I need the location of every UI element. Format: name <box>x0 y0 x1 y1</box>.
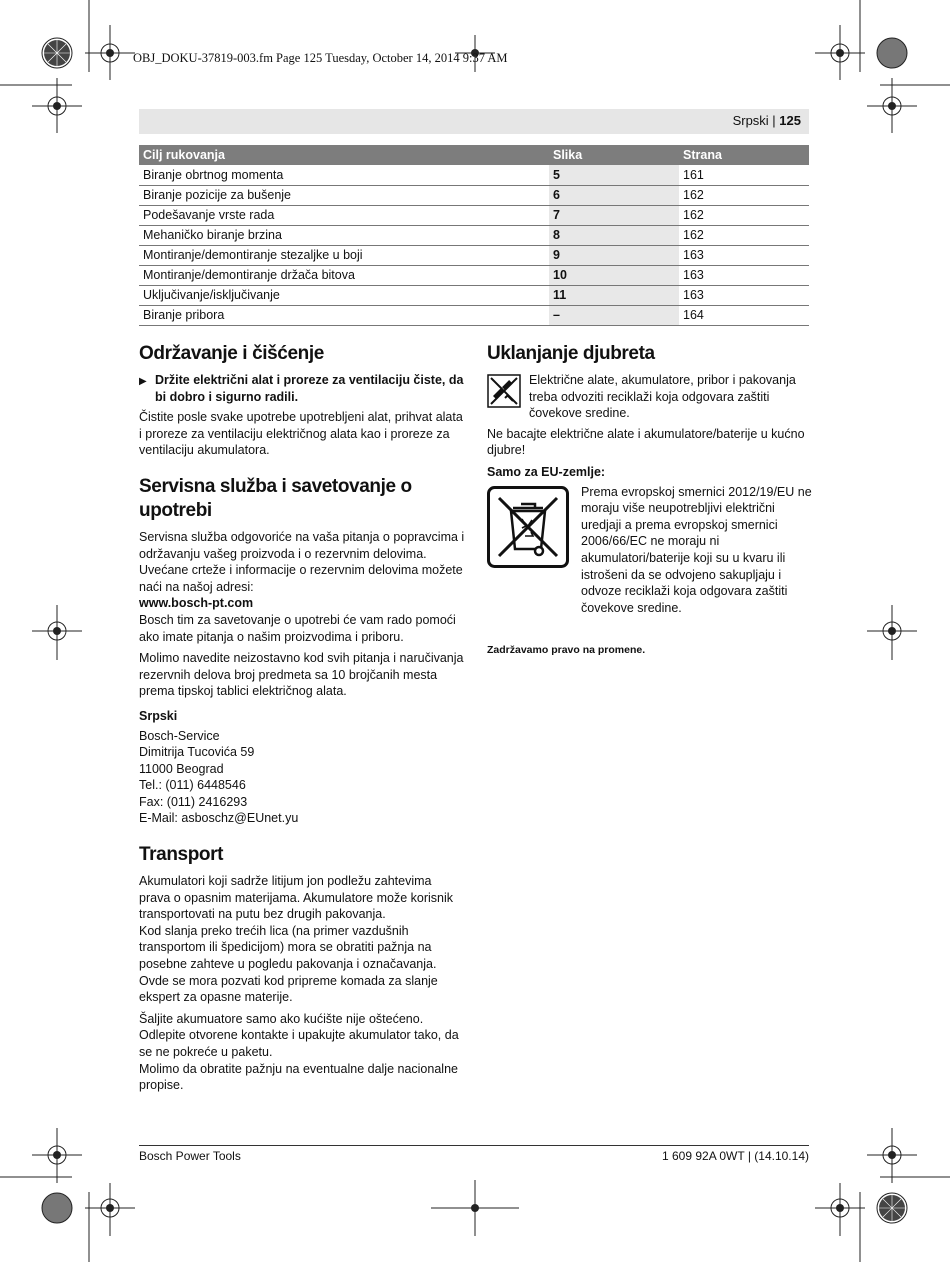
table-header-goal: Cilj rukovanja <box>139 145 549 165</box>
transport-paragraph-2: Kod slanja preko trećih lica (na primer vazdušnih transportom ili špedicijom) mora se obratiti pažnja na posebne zahteve u pogledu pakovanja i označavanja. Ovde se mora pozvati kod pripreme komada za slanje ekspert za opasne materije. <box>139 923 438 1005</box>
table-cell-goal: Montiranje/demontiranje držača bitova <box>139 265 549 285</box>
table-cell-figure: 10 <box>549 265 679 285</box>
table-cell-figure: 5 <box>549 165 679 185</box>
table-cell-figure: – <box>549 305 679 325</box>
table-cell-page: 161 <box>679 165 809 185</box>
table-row <box>139 185 809 205</box>
maintenance-bullet-text: Držite električni alat i proreze za ventilaciju čiste, da bi dobro i sigurno radili. <box>155 373 464 404</box>
address-line: Dimitrija Tucovića 59 <box>139 745 255 760</box>
table-row <box>139 265 809 285</box>
service-title: Servisna služba i savetovanje o upotrebi <box>139 475 412 521</box>
table-cell-goal: Biranje obrtnog momenta <box>139 165 549 185</box>
maintenance-text: Čistite posle svake upotrebe upotrebljeni alat, prihvat alata i proreze za ventilaciju električnog alata kao i proreze za ventilaciju akumulatora. <box>139 410 463 458</box>
table-cell-goal: Podešavanje vrste rada <box>139 205 549 225</box>
table-header-page: Strana <box>679 145 809 165</box>
table-cell-page: 162 <box>679 185 809 205</box>
left-column <box>139 342 465 1099</box>
header-text: Srpski | 125 <box>732 113 801 128</box>
table-cell-page: 162 <box>679 225 809 245</box>
address-line: Tel.: (011) 6448546 <box>139 778 246 793</box>
table-cell-page: 162 <box>679 205 809 225</box>
address-line: 11000 Beograd <box>139 761 224 776</box>
table-cell-page: 164 <box>679 305 809 325</box>
address-line: Fax: (011) 2416293 <box>139 794 248 809</box>
table-cell-figure: 9 <box>549 245 679 265</box>
table-header-figure: Slika <box>549 145 679 165</box>
service-country: Srpski <box>139 708 178 723</box>
operations-table <box>139 145 809 326</box>
eu-row <box>487 484 812 617</box>
eu-text: Prema evropskoj smernici 2012/19/EU ne moraju više neupotrebljivi električni uredjaji a prema evropskoj smernici 2006/66/EC ne moraju ni akumulatori/baterije koji su u kvaru ili istrošeni da se odvojeno sakupljaju i odvoze reciklaži koja odgovara zaštiti čovekove sredine. <box>581 484 812 615</box>
transport-paragraph-4: Molimo da obratite pažnju na eventualne dalje nacionalne propise. <box>139 1061 458 1093</box>
footer-divider <box>139 1145 809 1146</box>
table-row <box>139 305 809 325</box>
page-number: 125 <box>779 113 801 128</box>
reserve-notice: Zadržavamo pravo na promene. <box>487 644 646 657</box>
address-line: Bosch-Service <box>139 728 220 743</box>
table-row <box>139 225 809 245</box>
transport-paragraph-1: Akumulatori koji sadrže litijum jon podležu zahtevima prava o opasnim materijama. Akumulatore može korisnik transportovati na putu bez drugih pakovanja. <box>139 874 454 922</box>
table-row <box>139 285 809 305</box>
table-header-row <box>139 145 809 165</box>
transport-title: Transport <box>139 844 224 866</box>
table-cell-page: 163 <box>679 265 809 285</box>
transport-paragraph-3: Šaljite akumuatore samo ako kućište nije oštećeno. Odlepite otvorene kontakte i upakujte akumulator tako, da se ne pokreće u paketu. <box>139 1011 459 1059</box>
table-cell-page: 163 <box>679 285 809 305</box>
service-address <box>139 728 465 828</box>
no-household-waste-tool-icon <box>487 374 521 408</box>
service-paragraph-1: Servisna služba odgovoriće na vaša pitanja o popravcima i održavanju vašeg proizvoda i o rezervnim delovima. Uvećane crteže i informacije o rezervnim delovima možete naći na našoj adresi: <box>139 529 465 594</box>
table-cell-page: 163 <box>679 245 809 265</box>
maintenance-title: Održavanje i čišćenje <box>139 343 324 364</box>
table-cell-goal: Biranje pribora <box>139 305 549 325</box>
table-cell-figure: 6 <box>549 185 679 205</box>
table-cell-goal: Biranje pozicije za bušenje <box>139 185 549 205</box>
table-cell-goal: Montiranje/demontiranje stezaljke u boji <box>139 245 549 265</box>
eu-title: Samo za EU-zemlje: <box>487 464 606 479</box>
disposal-paragraph-1: Električne alate, akumulatore, pribor i pakovanja treba odvoziti reciklaži koja odgovara zaštiti čovekove sredine. <box>529 373 796 421</box>
service-paragraph-2: Bosch tim za savetovanje o upotrebi će vam rado pomoći ako imate pitanja o našim proizvodima i priboru. <box>139 612 456 644</box>
table-cell-goal: Uključivanje/isključivanje <box>139 285 549 305</box>
right-column <box>487 342 812 664</box>
table-cell-figure: 7 <box>549 205 679 225</box>
page-header <box>139 109 809 134</box>
disposal-row <box>487 372 812 422</box>
crossed-out-wheelie-bin-icon <box>487 486 569 568</box>
address-line: E-Mail: asboschz@EUnet.yu <box>139 811 299 826</box>
footer-brand: Bosch Power Tools <box>139 1149 241 1163</box>
table-row <box>139 165 809 185</box>
footer-code: 1 609 92A 0WT | (14.10.14) <box>662 1149 809 1163</box>
table-cell-figure: 11 <box>549 285 679 305</box>
table-row <box>139 245 809 265</box>
table-cell-goal: Mehaničko biranje brzina <box>139 225 549 245</box>
disposal-paragraph-2: Ne bacajte električne alate i akumulatore/baterije u kućno djubre! <box>487 426 805 458</box>
service-url: www.bosch-pt.com <box>139 596 254 611</box>
service-paragraph-3: Molimo navedite neizostavno kod svih pitanja i naručivanja rezervnih delova broj predmeta sa 10 brojčanih mesta prema tipskoj tablici električnog alata. <box>139 651 464 699</box>
bullet-triangle-icon: ▶ <box>139 376 147 387</box>
table-cell-figure: 8 <box>549 225 679 245</box>
header-language: Srpski <box>732 113 769 128</box>
maintenance-bullet <box>139 372 465 405</box>
disposal-title: Uklanjanje djubreta <box>487 343 655 364</box>
file-slug: OBJ_DOKU-37819-003.fm Page 125 Tuesday, October 14, 2014 9:37 AM <box>133 51 508 65</box>
table-row <box>139 205 809 225</box>
